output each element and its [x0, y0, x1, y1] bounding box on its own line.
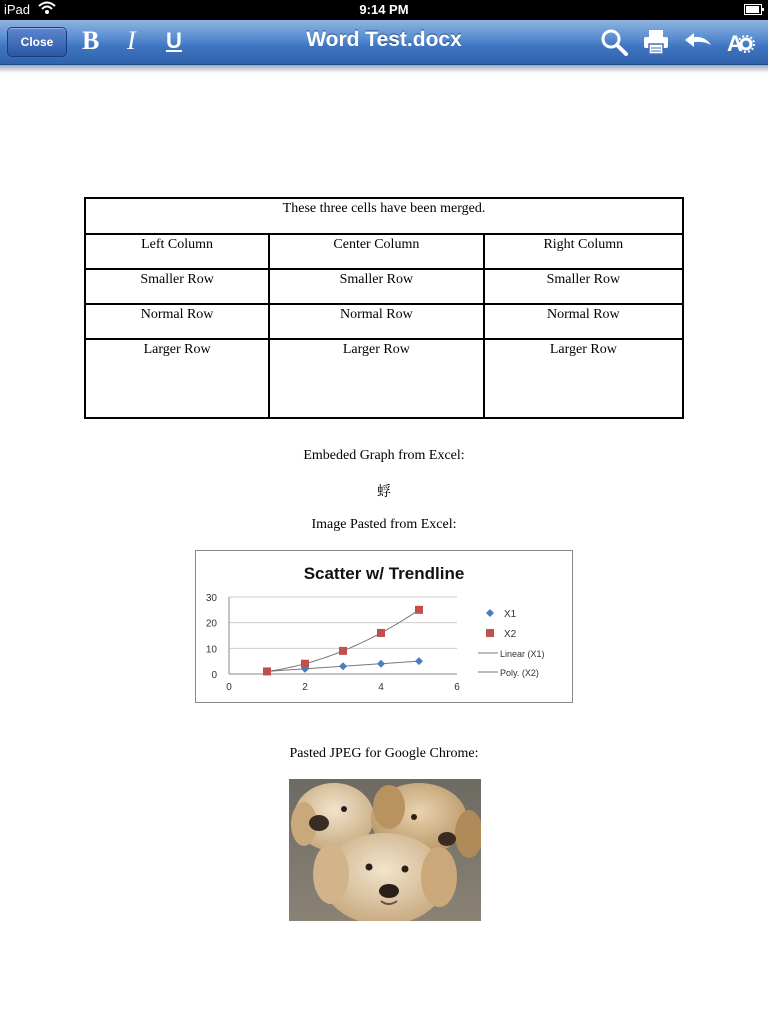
table-cell: Left Column — [85, 234, 269, 269]
toolbar-shadow — [0, 65, 768, 73]
data-point-x2 — [263, 667, 271, 675]
table-cell: Larger Row — [85, 339, 269, 418]
y-tick-label: 20 — [205, 618, 217, 630]
x-tick-label: 2 — [302, 682, 308, 693]
data-point-x1 — [339, 662, 347, 670]
legend-label-poly: Poly. (X2) — [500, 668, 539, 678]
x-tick-label: 6 — [454, 682, 460, 693]
table-cell: Normal Row — [85, 304, 269, 339]
scatter-chart — [196, 551, 572, 702]
data-point-x2 — [377, 629, 385, 637]
puppies-photo — [289, 779, 481, 921]
legend-label-x2: X2 — [504, 629, 517, 640]
chart-title: Scatter w/ Trendline — [303, 564, 465, 583]
reply-icon[interactable] — [683, 27, 713, 57]
table-row — [85, 269, 683, 304]
table-cell: Smaller Row — [484, 269, 683, 304]
text-settings-icon[interactable] — [725, 27, 755, 57]
search-icon[interactable] — [599, 27, 629, 57]
table-row — [85, 198, 683, 234]
placeholder-glyph: 蜉 — [377, 485, 391, 500]
data-point-x2 — [339, 647, 347, 655]
status-time: 9:14 PM — [359, 2, 409, 17]
document-table — [84, 197, 684, 419]
table-row — [85, 339, 683, 418]
pasted-image-caption: Image Pasted from Excel: — [311, 517, 457, 532]
italic-button[interactable]: I — [127, 26, 136, 55]
x-tick-label: 0 — [226, 682, 232, 693]
document-title: Word Test.docx — [306, 28, 462, 51]
legend-label-linear: Linear (X1) — [500, 649, 545, 659]
table-cell: Smaller Row — [269, 269, 483, 304]
table-cell: Normal Row — [269, 304, 483, 339]
carrier-label: iPad — [4, 2, 31, 17]
y-tick-label: 0 — [211, 670, 217, 681]
table-row — [85, 304, 683, 339]
y-tick-label: 30 — [205, 593, 217, 604]
y-tick-label: 10 — [205, 644, 217, 656]
print-icon[interactable] — [641, 27, 671, 57]
pasted-jpeg-caption: Pasted JPEG for Google Chrome: — [289, 746, 479, 761]
data-point-x1 — [415, 657, 423, 665]
close-button[interactable]: Close — [7, 27, 67, 57]
data-point-x1 — [377, 660, 385, 668]
data-point-x2 — [415, 606, 423, 614]
table-cell: Right Column — [484, 234, 683, 269]
table-cell: Normal Row — [484, 304, 683, 339]
trendline-poly-x2 — [267, 610, 419, 672]
embedded-graph-caption: Embeded Graph from Excel: — [303, 448, 465, 463]
pasted-chart-image — [195, 550, 573, 703]
merged-cell: These three cells have been merged. — [85, 198, 683, 234]
status-bar — [0, 0, 768, 20]
table-row — [85, 234, 683, 269]
legend-marker-x1 — [486, 609, 494, 617]
table-cell: Larger Row — [484, 339, 683, 418]
table-cell: Larger Row — [269, 339, 483, 418]
bold-button[interactable]: B — [82, 26, 100, 55]
table-cell: Smaller Row — [85, 269, 269, 304]
svg-text:A: A — [727, 31, 743, 56]
x-tick-label: 4 — [378, 682, 384, 693]
legend-marker-x2 — [486, 629, 494, 637]
underline-button[interactable]: U — [166, 28, 182, 53]
table-cell: Center Column — [269, 234, 483, 269]
battery-icon — [744, 4, 762, 15]
data-point-x2 — [301, 660, 309, 668]
toolbar — [0, 20, 768, 65]
legend-label-x1: X1 — [504, 609, 517, 620]
